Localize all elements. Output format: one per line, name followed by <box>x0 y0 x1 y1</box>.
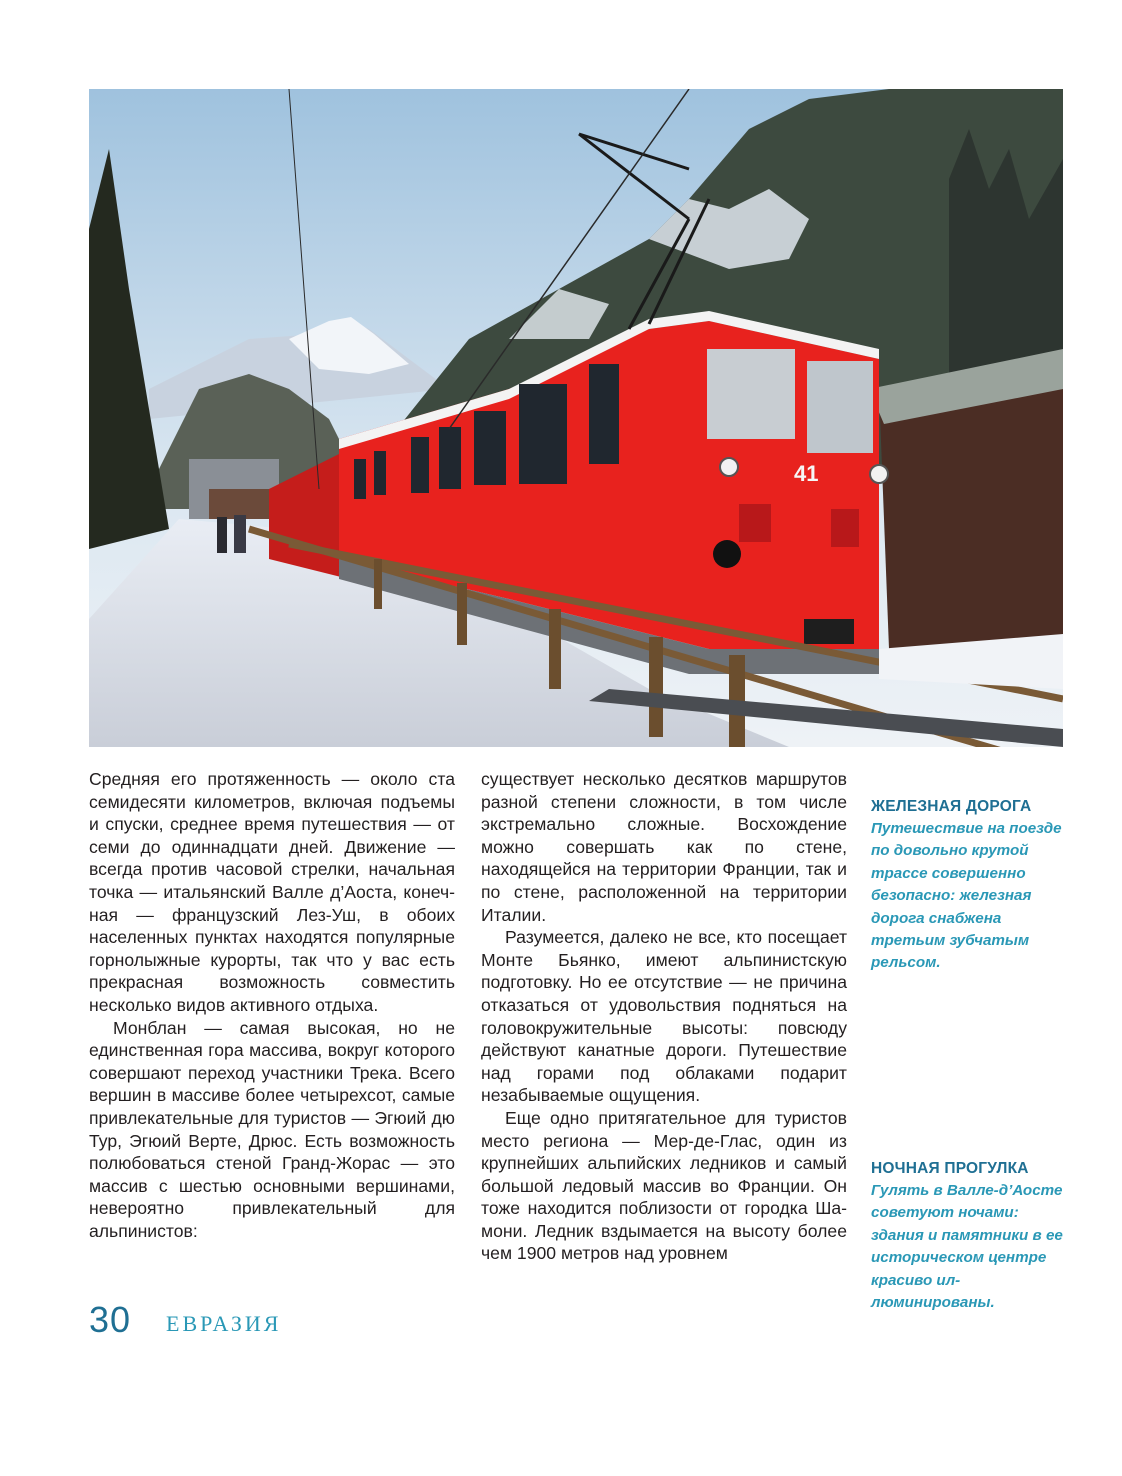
sidebar-note-text: Гулять в Валле-д’Аосте советуют ночами: здания и памятники в ее историческом центре красиво иллюминированы. <box>871 1182 1063 1312</box>
article-column-1 <box>89 768 455 1242</box>
article-paragraph: Еще одно притягательное для туристов место региона — Мер-де-Глас, один из крупнейших альпийских ледников и самый большой ледовый массив во Франции. Он тоже находится поблизости от городка Шамони. Ледник вздымается на высоту более чем 1900 метров над уровнем <box>481 1107 847 1264</box>
article-paragraph: Монблан — самая высокая, но не единственная гора массива, вокруг которого совершают переход участники Трека. Всего вершин в массиве более четырехсот, самые привлекательные для туристов — Эгюий дю Тур, Эгюий Верте, Дрюс. Есть возможность полюбоваться стеной Гранд-Жорас — это массив с шестью основными вершинами, невероятно привлекательный для альпинистов: <box>89 1017 455 1241</box>
sidebar-note-railway <box>871 798 1071 975</box>
article-paragraph: существует несколько десятков маршрутов разной степени сложности, в том числе экстремально сложные. Восхождение можно совершать как по стене, находящейся на территории Франции, так и по стене, расположенной на территории Италии. <box>481 769 847 925</box>
magazine-name: ЕВРАЗИЯ <box>166 1311 282 1336</box>
train-photo <box>89 89 1063 747</box>
article-paragraph: Разумеется, далеко не все, кто посещает Монте Бьянко, имеют альпинистскую подготовку. Но ее отсутствие — не причина отказаться от удовольствия подняться на головокружительные высоты: повсюду действуют канатные дороги. Путешествие над горами под облаками подарит незабываемые ощущения. <box>481 927 847 1106</box>
sidebar-note-text: Путешествие на поезде по довольно крутой трассе совершенно безопасно: железная дорога снабжена третьим зубчатым рельсом. <box>871 820 1062 972</box>
sidebar-note-night-walk <box>871 1160 1071 1314</box>
article-paragraph: Средняя его протяженность — около ста семидесяти километров, включая подъемы и спуски, среднее время путешествия — от семи до одиннадцати дней. Движение — всегда против часовой стрелки, начальная точка — итальянский Валле д’Аоста, конечная — французский Лез-Уш, в обоих населенных пунктах находятся популярные горнолыжные курорты, так что у вас есть прекрасная возможность совместить несколько видов активного отдыха. <box>89 769 455 1015</box>
sidebar-note-title: НОЧНАЯ ПРОГУЛКА <box>871 1160 1029 1177</box>
car-number: 41 <box>794 461 819 486</box>
article-column-2 <box>481 768 847 1265</box>
page-number: 30 <box>89 1299 132 1340</box>
sidebar-note-title: ЖЕЛЕЗНАЯ ДОРОГА <box>871 798 1032 815</box>
